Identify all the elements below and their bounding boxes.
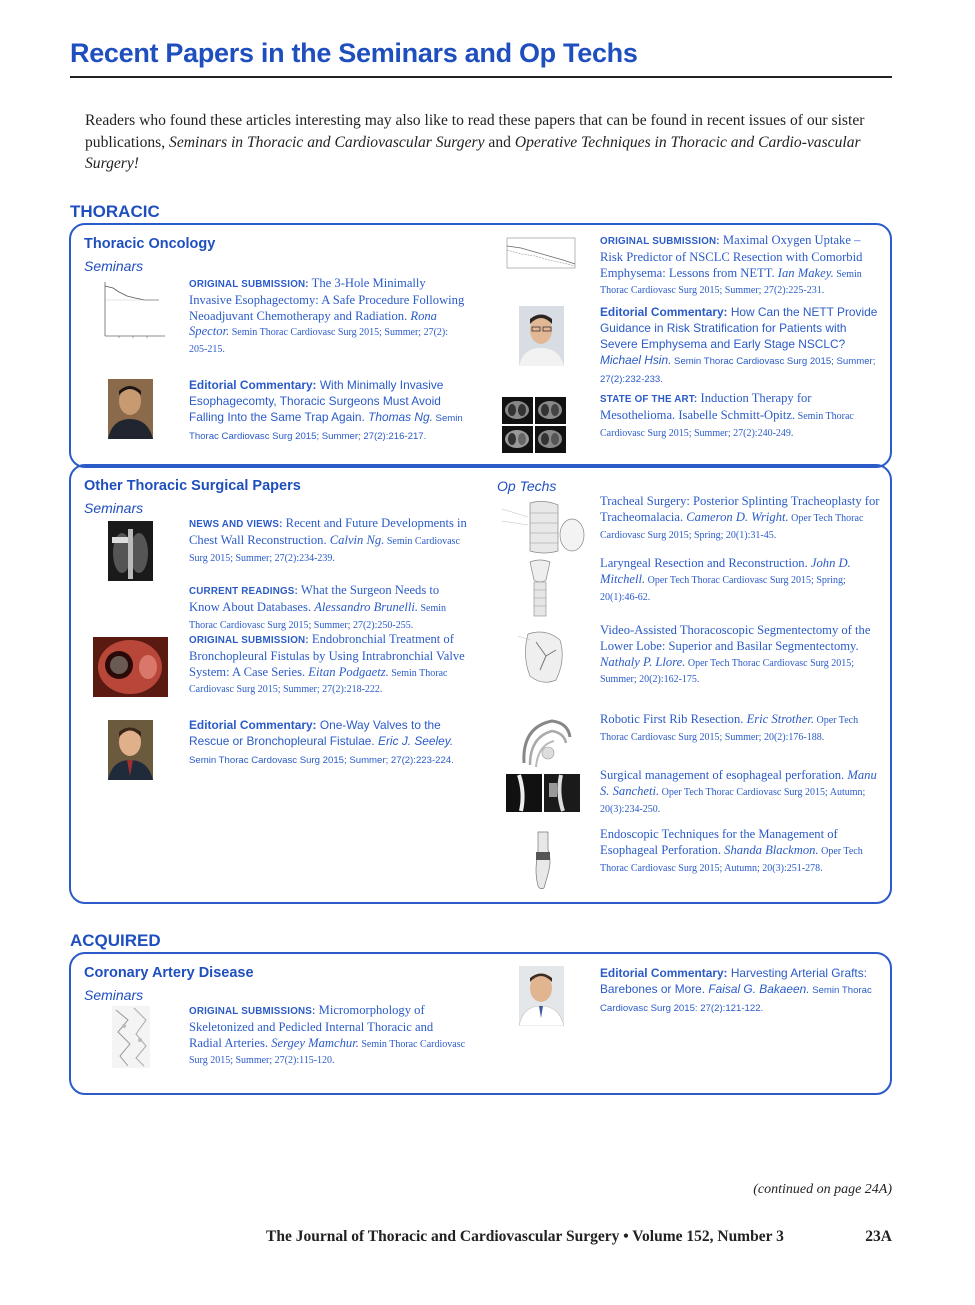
page-title: Recent Papers in the Seminars and Op Techs bbox=[70, 38, 638, 68]
ct-scan-thumbnail bbox=[501, 396, 567, 454]
article-entry[interactable]: ORIGINAL SUBMISSION: The 3-Hole Minimally Invasive Esophagectomy: A Safe Procedure Following Neoadjuvant Chemotherapy and Radiation. Rona Spector. Semin Thorac Cardiovasc Surg 2015; Summer; 27(2): 205-215. bbox=[189, 276, 465, 356]
section-heading-thoracic: THORACIC bbox=[70, 202, 160, 221]
intro-paragraph: Readers who found these articles interesting may also like to read these papers that can be found in recent issues of our sister publications, Seminars in Thoracic and Cardiovascular Surgery and Operative Techniques in Thoracic and Cardio-vascular Surgery! bbox=[85, 112, 865, 172]
tracheal-illustration bbox=[500, 497, 588, 557]
article-entry[interactable]: Editorial Commentary: With Minimally Invasive Esophagecomty, Thoracic Surgeons Must Avoid Falling Into the Same Trap Again. Thomas Ng. Semin Thorac Cardiovasc Surg 2015; Summer; 27(2):216-217. bbox=[189, 378, 463, 442]
journal-label: Seminars bbox=[84, 500, 144, 516]
chest-xray-thumbnail bbox=[108, 521, 153, 581]
line-chart-thumbnail bbox=[501, 234, 579, 274]
journal-label-optechs: Op Techs bbox=[497, 478, 557, 494]
article-entry[interactable]: NEWS AND VIEWS: Recent and Future Developments in Chest Wall Reconstruction. Calvin Ng. Semin Cardiovasc Surg 2015; Summer; 27(2):234-239. bbox=[189, 516, 467, 564]
article-entry[interactable]: ORIGINAL SUBMISSIONS: Micromorphology of Skeletonized and Pedicled Internal Thoracic and Radial Arteries. Sergey Mamchur. Semin Thorac Cardiovasc Surg 2015; Summer; 27(2):115-120. bbox=[189, 1003, 466, 1067]
subheading-coronary-artery-disease: Coronary Artery Disease bbox=[84, 965, 254, 981]
article-entry[interactable]: Surgical management of esophageal perforation. Manu S. Sancheti. Oper Tech Thorac Cardiovasc Surg 2015; Autumn; 20(3):234-250. bbox=[600, 768, 877, 815]
article-entry[interactable]: STATE OF THE ART: Induction Therapy for Mesothelioma. Isabelle Schmitt-Opitz. Semin Thorac Cardiovasc Surg 2015; Summer; 27(2):240-249. bbox=[600, 391, 854, 439]
section-heading-acquired: ACQUIRED bbox=[70, 931, 161, 950]
author-portrait-image bbox=[519, 306, 564, 366]
article-entry[interactable]: Editorial Commentary: How Can the NETT Provide Guidance in Risk Stratification for Patients with Severe Emphysema and Early Stage NSCLC? Michael Hsin. Semin Thorac Cardiovasc Surg 2015; Summer; 27(2):232-233. bbox=[600, 305, 878, 385]
article-entry[interactable]: ORIGINAL SUBMISSION: Maximal Oxygen Uptake – Risk Predictor of NSCLC Resection with Comorbid Emphysema: Lessons from NETT. Ian Makey. Semin Thorac Cardiovasc Surg 2015; Summer; 27(2):225-231. bbox=[600, 233, 863, 297]
article-entry[interactable]: Editorial Commentary: One-Way Valves to the Rescue or Bronchopleural Fistulae. Eric J. Seeley. Semin Thorac Cardovasc Surg 2015; Summer; 27(2):223-224. bbox=[189, 718, 454, 766]
author-portrait-image bbox=[108, 379, 153, 439]
journal-name-optechs: Operative Techniques in Thoracic and Cardio-vascular Surgery! bbox=[85, 133, 861, 172]
article-entry[interactable]: Endoscopic Techniques for the Management of Esophageal Perforation. Shanda Blackmon. Oper Tech Thorac Cardiovasc Surg 2015; Autumn; 20(3):251-278. bbox=[600, 827, 863, 874]
article-entry[interactable]: Laryngeal Resection and Reconstruction. John D. Mitchell. Oper Tech Thorac Cardiovasc Surg 2015; Spring; 20(1):46-62. bbox=[600, 556, 851, 603]
subheading-other-thoracic: Other Thoracic Surgical Papers bbox=[84, 478, 301, 494]
article-entry[interactable]: CURRENT READINGS: What the Surgeon Needs to Know About Databases. Alessandro Brunelli. Semin Thorac Cardiovasc Surg 2015; Summer; 27(2):250-255. bbox=[189, 583, 447, 631]
title-rule bbox=[70, 76, 892, 78]
journal-name-seminars: Seminars in Thoracic and Cardiovascular Surgery bbox=[169, 133, 485, 151]
article-entry[interactable]: Tracheal Surgery: Posterior Splinting Tracheoplasty for Tracheomalacia. Cameron D. Wright. Oper Tech Thorac Cardiovasc Surg 2015; Spring; 20(1):31-45. bbox=[600, 494, 880, 541]
author-portrait-image bbox=[519, 966, 564, 1026]
subheading-thoracic-oncology: Thoracic Oncology bbox=[84, 236, 216, 252]
segmentectomy-illustration bbox=[516, 626, 571, 688]
esophagram-thumbnail bbox=[505, 773, 581, 813]
rib-resection-illustration bbox=[514, 713, 574, 773]
article-entry[interactable]: Robotic First Rib Resection. Eric Strother. Oper Tech Thorac Cardiovasc Surg 2015; Summer; 20(2):176-188. bbox=[600, 712, 859, 743]
journal-label: Seminars bbox=[84, 258, 144, 274]
page-number: 23A bbox=[865, 1228, 892, 1245]
author-portrait-image bbox=[108, 720, 153, 780]
journal-label: Seminars bbox=[84, 987, 144, 1003]
larynx-illustration bbox=[516, 558, 564, 620]
article-entry[interactable]: ORIGINAL SUBMISSION: Endobronchial Treatment of Bronchopleural Fistulas by Using Intrabronchial Valve System: A Case Series. Eitan Podgaetz. Semin Thorac Cardiovasc Surg 2015; Summer; 27(2):218-222. bbox=[189, 632, 465, 696]
survival-curve-thumbnail bbox=[99, 278, 167, 342]
bronchoscopy-image bbox=[93, 637, 168, 697]
article-entry[interactable]: Editorial Commentary: Harvesting Arterial Grafts: Barebones or More. Faisal G. Bakaeen. Semin Thorac Cardiovasc Surg 2015: 27(2):121-122. bbox=[600, 966, 872, 1014]
continued-note: (continued on page 24A) bbox=[753, 1182, 892, 1197]
stent-illustration bbox=[522, 830, 564, 892]
footer-journal-info: The Journal of Thoracic and Cardiovascular Surgery • Volume 152, Number 3 bbox=[266, 1228, 784, 1245]
micrograph-thumbnail bbox=[112, 1006, 150, 1068]
article-entry[interactable]: Video-Assisted Thoracoscopic Segmentectomy of the Lower Lobe: Superior and Basilar Segmentectomy. Nathaly P. Llore. Oper Tech Thorac Cardiovasc Surg 2015; Summer; 20(2):162-175. bbox=[600, 623, 871, 686]
